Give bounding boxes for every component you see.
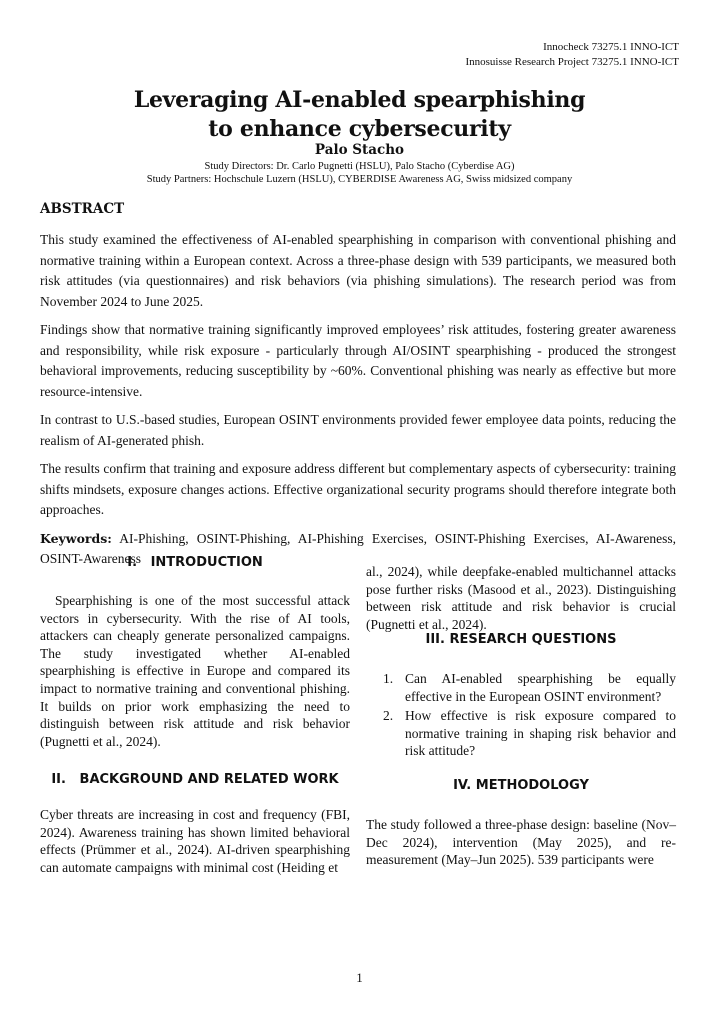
title-line-2: to enhance cybersecurity <box>208 116 511 142</box>
abstract-body <box>40 230 676 578</box>
introduction-paragraph: Spearphishing is one of the most successful attack vectors in cybersecurity. With the rise of AI tools, attackers can cheaply generate personalized campaigns. The study investigated whether AI-enabled spearphishing is effective in Europe and compared its impact to normative training and conventional phishing. It builds on prior work emphasizing the need to distinguish between risk attitude and risk behavior (Pugnetti et al., 2024). <box>40 593 350 749</box>
section-heading-research-questions: III. RESEARCH QUESTIONS <box>425 632 617 647</box>
research-question-1: 1. Can AI-enabled spearphishing be equally effective in the European OSINT environment? <box>383 671 676 704</box>
study-directors: Study Directors: Dr. Carlo Pugnetti (HSLU), Palo Stacho (Cyberdise AG) <box>204 161 515 172</box>
abstract-paragraph-4: The results confirm that training and exposure address different but complementary aspects of cybersecurity: training shifts mindsets, exposure changes actions. Effective organizational security programs should therefore integrate both approaches. <box>40 461 676 517</box>
header-line-1: Innocheck 73275.1 INNO-ICT <box>543 41 679 53</box>
header-line-2: Innosuisse Research Project 73275.1 INNO-ICT <box>465 56 679 68</box>
methodology-text <box>366 816 676 869</box>
introduction-text <box>40 592 350 750</box>
keywords-label: Keywords: <box>40 530 112 546</box>
background-continued-text <box>366 563 676 633</box>
title-line-1: Leveraging AI-enabled spearphishing <box>133 87 586 113</box>
study-partners: Study Partners: Hochschule Luzern (HSLU), CYBERDISE Awareness AG, Swiss midsized company <box>146 174 573 185</box>
author-name: Palo Stacho <box>314 142 405 158</box>
research-question-2: 2. How effective is risk exposure compared to normative training in shaping risk behavior and risk attitude? <box>383 708 676 759</box>
research-questions-list <box>366 670 676 762</box>
document-header <box>465 40 679 70</box>
section-heading-introduction: I. INTRODUCTION <box>127 555 263 570</box>
section-heading-methodology: IV. METHODOLOGY <box>453 778 589 793</box>
keywords-list: AI-Phishing, OSINT-Phishing, AI-Phishing Exercises, OSINT-Phishing Exercises, AI-Awareness, OSINT-Awareness <box>40 530 676 566</box>
methodology-paragraph: The study followed a three-phase design: baseline (Nov–Dec 2024), intervention (May 2025), and re-measurement (May–Jun 2025). 539 participants were <box>366 817 676 868</box>
background-text <box>40 806 350 876</box>
abstract-paragraph-2: Findings show that normative training significantly improved employees’ risk attitudes, fostering greater awareness and responsibility, while risk exposure - particularly through AI/OSINT spearphishing - produced the strongest behavioral improvements, reducing susceptibility by ~60%. Conventional phishing was nearly as effective but more resource-intensive. <box>40 322 676 399</box>
page-number: 1 <box>356 970 363 985</box>
abstract-heading: ABSTRACT <box>40 201 125 217</box>
background-continued-paragraph: al., 2024), while deepfake-enabled multichannel attacks pose further risks (Masood et al., 2023). Distinguishing between risk attitude and risk behavior is crucial (Pugnetti et al., 2024). <box>366 564 676 632</box>
section-heading-background: II. BACKGROUND AND RELATED WORK <box>51 772 339 787</box>
paper-title <box>0 86 719 144</box>
background-paragraph: Cyber threats are increasing in cost and frequency (FBI, 2024). Awareness training has shown limited behavioral effects (Prümmer et al., 2024). AI-driven spearphishing can automate campaigns with minimal cost (Heiding et <box>40 807 350 875</box>
abstract-paragraph-1: This study examined the effectiveness of AI-enabled spearphishing in comparison with conventional phishing and normative training within a European context. Across a three-phase design with 539 participants, we measured both risk attitudes (via questionnaires) and risk behaviors (via phishing simulations). The research period was from November 2024 to June 2025. <box>40 232 676 309</box>
abstract-paragraph-3: In contrast to U.S.-based studies, European OSINT environments provided fewer employee data points, reducing the realism of AI-generated phish. <box>40 412 676 448</box>
